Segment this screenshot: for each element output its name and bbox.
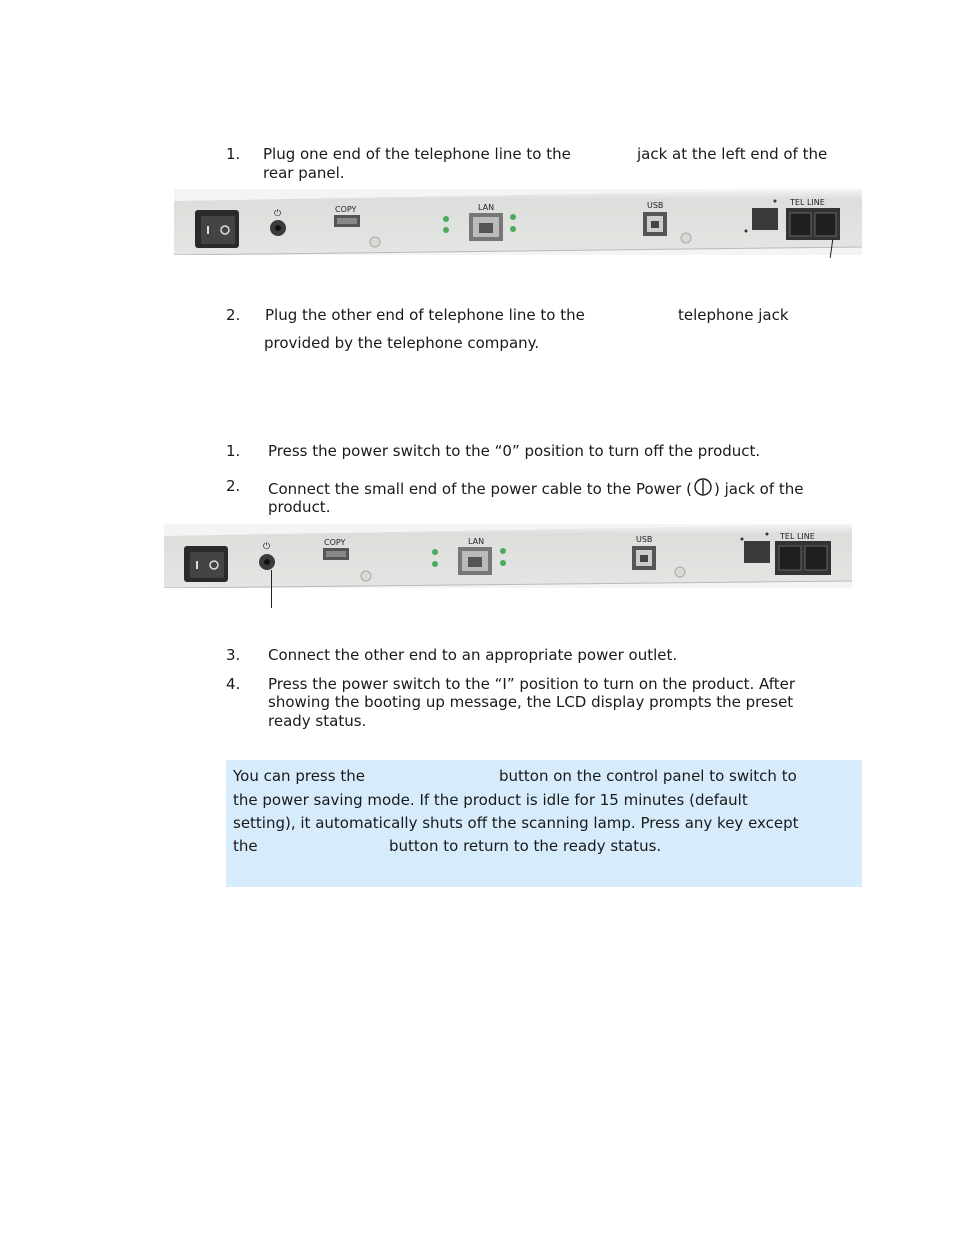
step-number: 3. <box>226 646 241 664</box>
step-number: 2. <box>226 477 241 495</box>
tel-line-label: TEL LINE <box>780 532 815 541</box>
step-text-part: Connect the small end of the power cable to the Power ( <box>268 480 692 498</box>
step-text: ready status. <box>268 712 367 730</box>
note-text: the <box>233 837 258 855</box>
step-number: 2. <box>226 306 241 324</box>
rear-panel-image <box>164 524 852 588</box>
usb-label: USB <box>647 201 664 210</box>
note-text: button to return to the ready status. <box>389 837 662 855</box>
step-text: jack at the left end of the <box>637 145 828 163</box>
step-text <box>268 477 804 498</box>
copy-label: COPY <box>324 538 346 547</box>
step-number: 1. <box>226 442 241 460</box>
step-number: 1. <box>226 145 241 163</box>
step-number: 4. <box>226 675 241 693</box>
step-text: Press the power switch to the “0” position to turn off the product. <box>268 442 761 460</box>
power-jack-pointer <box>271 570 272 608</box>
lan-label: LAN <box>468 537 485 546</box>
step-text: telephone jack <box>678 306 789 324</box>
step-text-part: ) jack of the <box>713 480 804 498</box>
step-text: Plug one end of the telephone line to the <box>263 145 571 163</box>
step-text: Plug the other end of telephone line to the <box>265 306 585 324</box>
step-text: product. <box>268 498 331 516</box>
lan-label: LAN <box>478 203 495 212</box>
step-text: Connect the other end to an appropriate power outlet. <box>268 646 678 664</box>
power-symbol-icon <box>693 477 713 497</box>
usb-label: USB <box>636 535 653 544</box>
note-text: You can press the <box>233 767 365 785</box>
note-text: setting), it automatically shuts off the scanning lamp. Press any key except <box>233 814 799 832</box>
note-text: button on the control panel to switch to <box>499 767 797 785</box>
power-symbol-label: ⏻ <box>274 209 282 219</box>
note-text: the power saving mode. If the product is idle for 15 minutes (default <box>233 791 748 809</box>
rear-panel-image <box>174 189 862 255</box>
note-box <box>226 760 862 887</box>
step-text: rear panel. <box>263 164 345 182</box>
step-text: showing the booting up message, the LCD display prompts the preset <box>268 693 794 711</box>
power-symbol-label: ⏻ <box>263 542 271 552</box>
copy-label: COPY <box>335 205 357 214</box>
step-text: provided by the telephone company. <box>264 334 540 352</box>
tel-line-label: TEL LINE <box>790 198 825 207</box>
step-text: Press the power switch to the “I” position to turn on the product. After <box>268 675 796 693</box>
